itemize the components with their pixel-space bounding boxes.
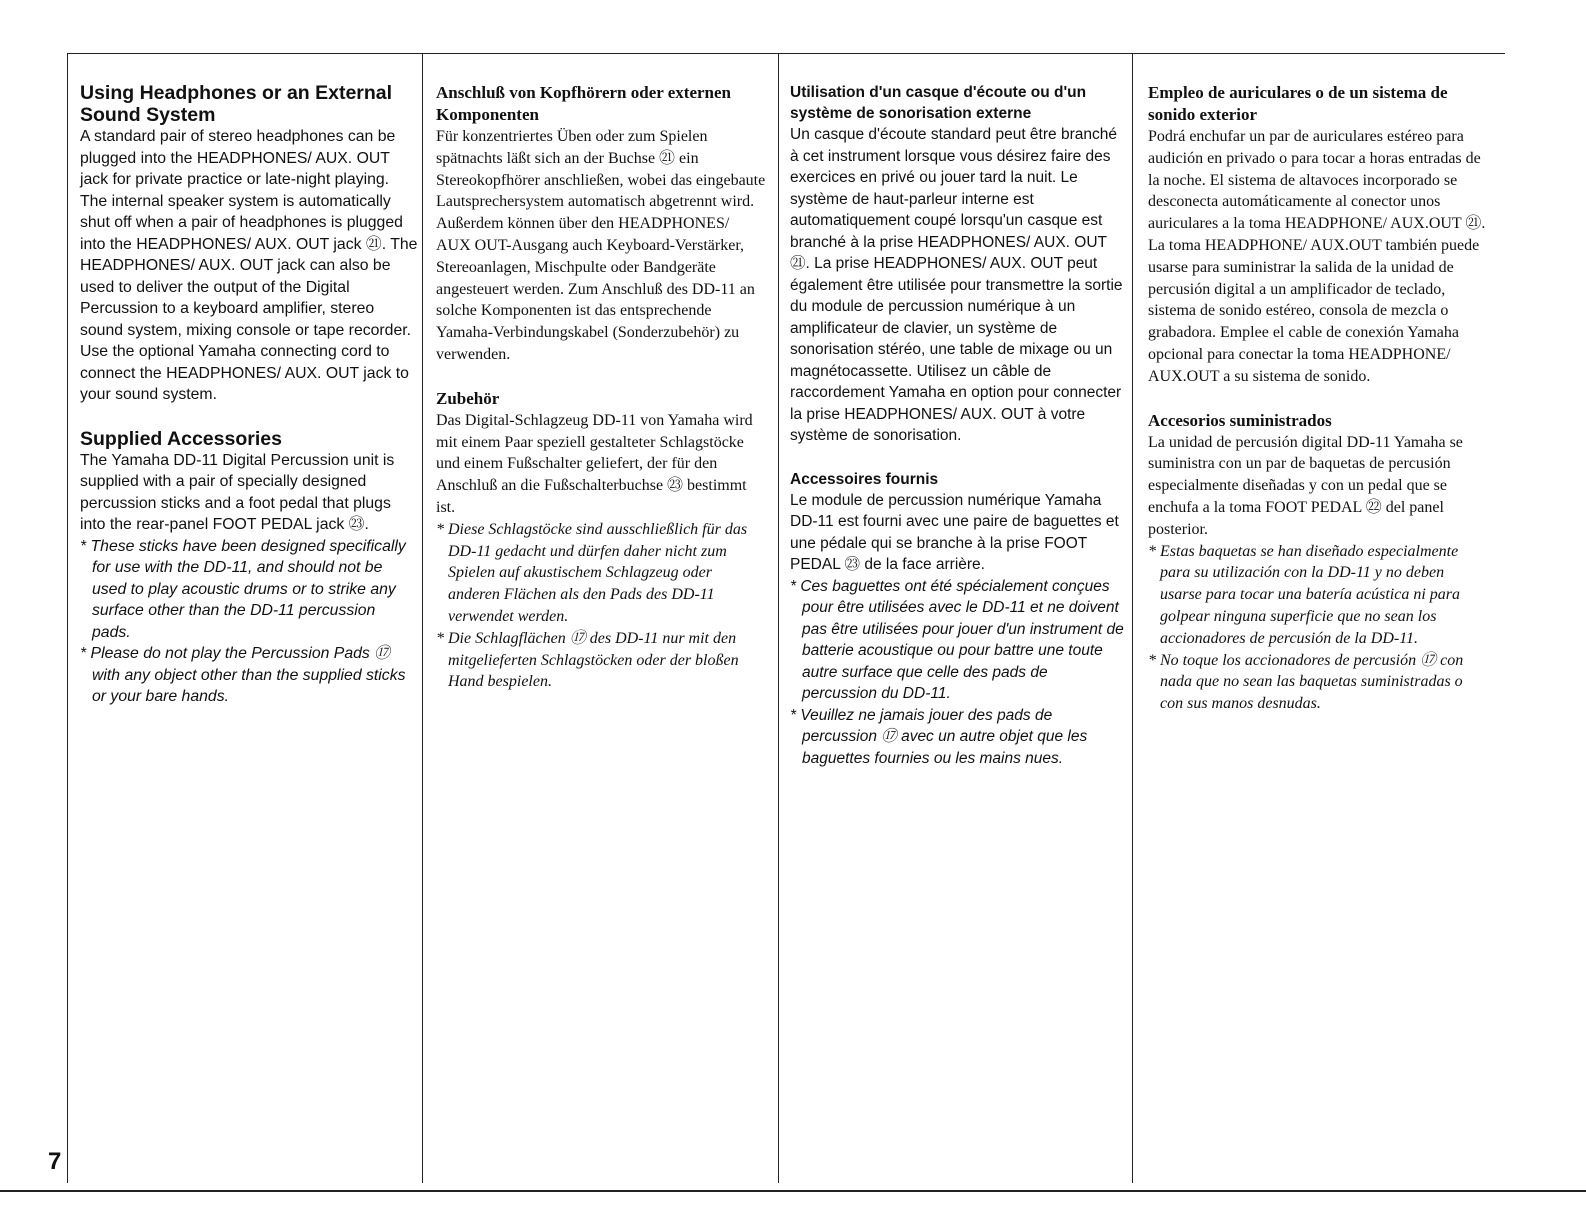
english-notes [80, 536, 418, 708]
german-body-accessories: Das Digital-Schlagzeug DD-11 von Yamaha wird mit einem Paar speziell gestalteter Schlagstöcke und einem Fußschalter geliefert, der für den Anschluß an die Fußschalterbuchse ㉓ bestimmt ist. [436, 411, 753, 516]
top-rule [67, 53, 1505, 54]
german-note-pads: * Die Schlagflächen ⑰ des DD-11 nur mit den mitgelieferten Schlagstöcken oder der bloßen Hand bespielen. [436, 629, 739, 691]
spanish-notes [1148, 541, 1488, 715]
column-divider [778, 53, 779, 1183]
german-heading-headphones: Anschluß von Kopfhörern oder externen Komponenten [436, 83, 732, 124]
spanish-note-pads: * No toque los accionadores de percusión ⑰ con nada que no sean las baquetas suministradas o con sus manos desnudas. [1148, 651, 1464, 713]
french-body-accessories: Le module de percussion numérique Yamaha DD-11 est fourni avec une paire de baguettes et une pédale qui se branche à la prise FOOT PEDAL ㉓ de la face arrière. [790, 491, 1119, 573]
column-divider [422, 53, 423, 1183]
column-divider [1132, 53, 1133, 1183]
spanish-heading-accessories: Accesorios suministrados [1148, 410, 1332, 430]
column-divider [67, 53, 68, 1183]
bottom-rule [0, 1190, 1586, 1192]
spanish-body-accessories: La unidad de percusión digital DD-11 Yamaha se suministra con un par de baquetas de percusión especialmente diseñadas y con un pedal que se enchufa a la toma FOOT PEDAL ㉒ del panel posterior. [1148, 433, 1463, 538]
english-body-accessories: The Yamaha DD-11 Digital Percussion unit is supplied with a pair of specially designed percussion sticks and a foot pedal that plugs into the rear-panel FOOT PEDAL jack ㉓. [80, 451, 395, 533]
page-number: 7 [48, 1148, 62, 1175]
french-notes [790, 576, 1126, 770]
english-note-pads: * Please do not play the Percussion Pads ⑰ with any object other than the supplied sticks or your bare hands. [80, 645, 406, 705]
english-body-headphones: A standard pair of stereo headphones can be plugged into the HEADPHONES/ AUX. OUT jack for private practice or late-night playing. The internal speaker system is automatically shut off when a pair of headphones is plugged into the HEADPHONES/ AUX. OUT jack ㉑. The HEADPHONES/ AUX. OUT jack can also be used to deliver the output of the Digital Percussion to a keyboard amplifier, stereo sound system, mixing console or tape recorder. Use the optional Yamaha connecting cord to connect the HEADPHONES/ AUX. OUT jack to your sound system. [80, 128, 418, 403]
french-body-headphones: Un casque d'écoute standard peut être branché à cet instrument lorsque vous désirez faire des exercices en privé ou jouer tard la nuit. Le système de haut-parleur interne est automatiquement coupé lorsqu'un casque est branché à la prise HEADPHONES/ AUX. OUT ㉑. La prise HEADPHONES/ AUX. OUT peut également être utilisée pour transmettre la sortie du module de percussion numérique à un amplificateur de clavier, un système de sonorisation stéréo, une table de mixage ou un magnétocassette. Utilisez un câble de raccordement Yamaha en option pour connecter la prise HEADPHONES/ AUX. OUT à votre système de sonorisation. [790, 126, 1123, 444]
english-heading-accessories: Supplied Accessories [80, 427, 282, 450]
english-heading-headphones: Using Headphones or an External Sound System [80, 82, 393, 126]
french-column [790, 82, 1126, 769]
german-body-headphones: Für konzentriertes Üben oder zum Spielen spätnachts läßt sich an der Buchse ㉑ ein Stereokopfhörer anschließen, wobei das eingebaute Lautsprechersystem automatisch abgetrennt wird. Außerdem können über den HEADPHONES/ AUX OUT-Ausgang auch Keyboard-Verstärker, Stereoanlagen, Mischpulte oder Bandgeräte angesteuert werden. Zum Anschluß des DD-11 an solche Komponenten ist das entsprechende Yamaha-Verbindungskabel (Sonderzubehör) zu verwenden. [436, 128, 766, 363]
spanish-body-headphones: Podrá enchufar un par de auriculares estéreo para audición en privado o para tocar a horas entradas de la noche. El sistema de altavoces incorporado se desconecta automáticamente al conector unos auriculares a la toma HEADPHONE/ AUX.OUT ㉑. La toma HEADPHONE/ AUX.OUT también puede usarse para suministrar la salida de la unidad de percusión digital a un amplificador de teclado, sistema de sonido estéreo, consola de mezcla o grabadora. Emplee el cable de conexión Yamaha opcional para conectar la toma HEADPHONE/ AUX.OUT a su sistema de sonido. [1148, 128, 1486, 385]
german-column [436, 82, 766, 693]
french-note-sticks: * Ces baguettes ont été spécialement conçues pour être utilisées avec le DD-11 et ne doivent pas être utilisées pour jouer d'un instrument de batterie acoustique ou pour battre une toute autre surface que celle des pads de percussion du DD-11. [790, 577, 1124, 702]
french-note-pads: * Veuillez ne jamais jouer des pads de percussion ⑰ avec un autre objet que les baguettes fournies ou les mains nues. [790, 706, 1088, 767]
spanish-note-sticks: * Estas baquetas se han diseñado especialmente para su utilización con la DD-11 y no deben usarse para tocar una batería acústica ni para golpear ninguna superficie que no sean los accionadores de percusión de la DD-11. [1148, 542, 1460, 647]
french-heading-accessories: Accessoires fournis [790, 470, 939, 488]
english-column [80, 82, 418, 708]
german-notes [436, 519, 766, 693]
german-heading-accessories: Zubehör [436, 388, 500, 408]
german-note-sticks: * Diese Schlagstöcke sind ausschließlich für das DD-11 gedacht und dürfen daher nicht zum Spielen auf akustischem Schlagzeug oder anderen Flächen als den Pads des DD-11 verwendet werden. [436, 520, 748, 625]
french-heading-headphones: Utilisation d'un casque d'écoute ou d'un système de sonorisation externe [790, 84, 1087, 122]
spanish-column [1148, 82, 1488, 715]
english-note-sticks: * These sticks have been designed specifically for use with the DD-11, and should not be used to play acoustic drums or to strike any surface other than the DD-11 percussion pads. [80, 537, 406, 641]
spanish-heading-headphones: Empleo de auriculares o de un sistema de sonido exterior [1148, 83, 1448, 124]
